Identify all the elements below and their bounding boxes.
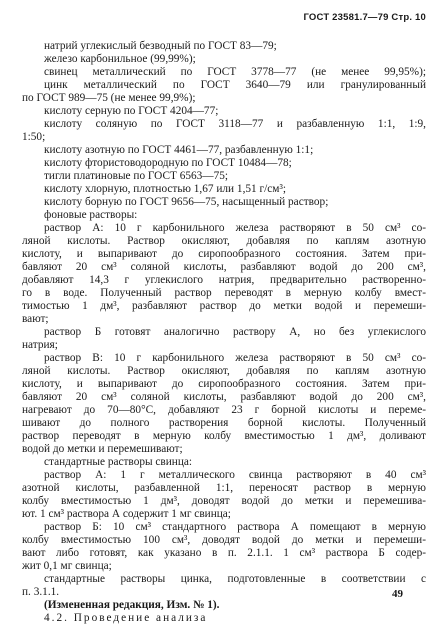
text-line: кислоту азотную по ГОСТ 4461—77, разбавленную 1:1; [44, 144, 314, 156]
text-line: кислоту фтористоводородную по ГОСТ 10484—78; [44, 157, 292, 169]
text-line: ляной кислоты. Раствор окисляют, добавляя по каплям азотную [22, 365, 426, 377]
text-line: колбу вместимостью 1 дм³, доводят водой до метки и перемешива- [22, 495, 426, 507]
text-line: ляной кислоты. Раствор окисляют, добавляя по каплям азотную [22, 235, 426, 247]
text-line: стандартные растворы свинца: [44, 456, 193, 468]
text-line: раствор А: 10 г карбонильного железа растворяют в 50 см³ со- [44, 222, 426, 234]
text-line: бавляют 20 см³ соляной кислоты, разбавляют водой до 200 см³, [22, 261, 426, 273]
text-line: колбу вместимостью 100 см³, доводят водой до метки и перемеши- [22, 534, 426, 546]
text-line: п. 3.1.1. [22, 586, 60, 598]
text-line: кислоту серную по ГОСТ 4204—77; [44, 105, 219, 117]
text-line: 4.2. Проведение анализа [44, 612, 208, 624]
text-line: фоновые растворы: [44, 209, 138, 221]
text-line: добавляют 14,3 г углекислого натрия, предварительно растворенно- [22, 274, 426, 286]
text-line: 1:50; [22, 131, 46, 143]
text-line: кислоту борную по ГОСТ 9656—75, насыщенный раствор; [44, 196, 329, 208]
text-line: свинец металлический по ГОСТ 3778—77 (не менее 99,95%); [44, 66, 426, 78]
text-line: тимостью 1 дм³, разбавляют раствор до метки водой и перемеши- [22, 300, 426, 312]
text-line: вают либо готовят, как указано в п. 2.1.1. 1 см³ раствора Б содер- [22, 547, 426, 559]
text-line: раствор переводят в мерную колбу вместимостью 1 дм³, доливают [22, 430, 426, 442]
text-line: водой до метки и перемешивают; [22, 443, 183, 455]
text-line: цинк металлический по ГОСТ 3640—79 или гранулированный [44, 79, 426, 91]
text-line: раствор Б готовят аналогично раствору А, но без углекислого [44, 326, 426, 338]
text-line: кислоту хлорную, плотностью 1,67 или 1,51 г/см³; [44, 183, 286, 195]
text-line: раствор Б: 10 см³ стандартного раствора А помещают в мерную [44, 521, 426, 533]
text-line: стандартные растворы цинка, подготовленные в соответствии с [44, 573, 426, 585]
text-line: кислоту, и выпаривают до сиропообразного состояния. Затем при- [22, 378, 426, 390]
text-line: кислоту соляную по ГОСТ 3118—77 и разбавленную 1:1, 1:9, [44, 118, 426, 130]
text-line: вают; [22, 313, 49, 325]
text-line: (Измененная редакция, Изм. № 1). [44, 599, 220, 611]
text-line: кислоту, и выпаривают до сиропообразного состояния. Затем при- [22, 248, 426, 260]
text-line: шивают до полного растворения борной кислоты. Полученный [22, 417, 426, 429]
text-line: раствор В: 10 г карбонильного железа растворяют в 50 см³ со- [44, 352, 426, 364]
page-header: ГОСТ 23581.7—79 Стр. 10 [303, 12, 426, 23]
text-line: натрия; [22, 339, 58, 351]
text-line: по ГОСТ 989—75 (не менее 99,9%); [22, 92, 196, 104]
text-line: го в воде. Полученный раствор переводят в мерную колбу вмест- [22, 287, 426, 299]
text-line: азотной кислоты, разбавленной 1:1, переносят раствор в мерную [22, 482, 426, 494]
text-line: жит 0,1 мг свинца; [22, 560, 112, 572]
text-line: железо карбонильное (99,99%); [44, 53, 196, 65]
text-line: тигли платиновые по ГОСТ 6563—75; [44, 170, 229, 182]
page-number: 49 [392, 588, 403, 600]
text-line: бавляют 20 см³ соляной кислоты, разбавляют водой до 200 см³, [22, 391, 426, 403]
text-line: ют. 1 см³ раствора А содержит 1 мг свинца; [22, 508, 231, 520]
text-line: нагревают до 70—80°С, добавляют 23 г борной кислоты и переме- [22, 404, 426, 416]
document-body [22, 40, 426, 625]
text-line: раствор А: 1 г металлического свинца растворяют в 40 см³ [44, 469, 426, 481]
text-line: натрий углекислый безводный по ГОСТ 83—79; [44, 40, 277, 52]
